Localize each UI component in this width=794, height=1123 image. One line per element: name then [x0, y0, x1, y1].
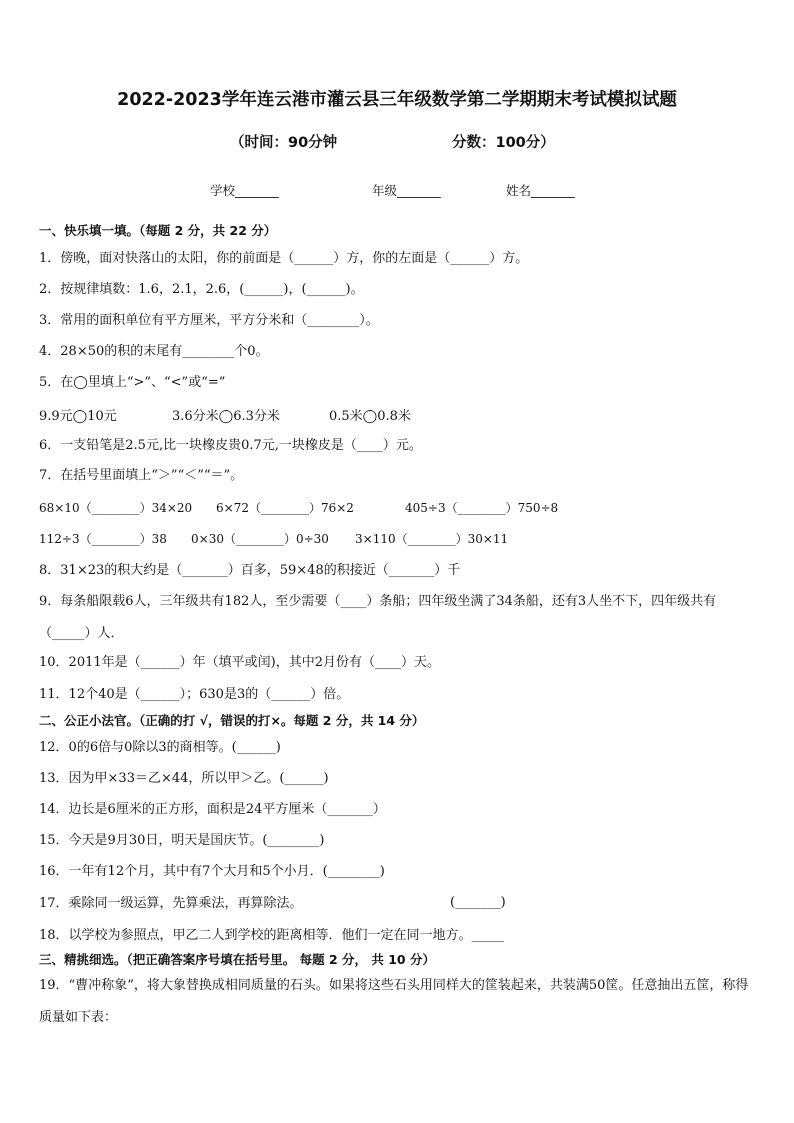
question-7: 7．在括号里面填上“＞”“＜”“＝”。 — [39, 468, 244, 483]
question-14: 14．边长是6厘米的正方形，面积是24平方厘米（_______） — [39, 802, 386, 817]
q7-cell: 405÷3（________）750÷8 — [405, 501, 559, 515]
name-field: 姓名_______ — [506, 183, 575, 198]
q7-cell: 68×10（________）34×20 — [39, 501, 193, 515]
section-header-1: 一、快乐填一填。（每题 2 分，共 22 分） — [39, 223, 277, 238]
q7-cell: 0×30（________）0÷30 — [191, 532, 329, 546]
page-title: 2022-2023学年连云港市灌云县三年级数学第二学期期末考试模拟试题 — [117, 90, 677, 110]
q7-cell: 6×72（________）76×2 — [216, 501, 354, 515]
grade-field: 年级_______ — [372, 183, 441, 198]
section-header-2: 二、公正小法官。（正确的打 √，错误的打×。每题 2 分，共 14 分） — [39, 713, 425, 728]
question-17: 17．乘除同一级运算，先算乘法，再算除法。 — [39, 896, 303, 911]
question-15: 15．今天是9月30日，明天是国庆节。(________) — [39, 833, 325, 848]
question-16: 16．一年有12个月，其中有7个大月和5个小月．(________) — [39, 864, 385, 879]
question-3: 3．常用的面积单位有平方厘米，平方分米和（________）。 — [39, 313, 379, 328]
question-9: 9．每条船限载6人，三年级共有182人，至少需要（____）条船；四年级坐满了34条船，还有3人坐不下，四年级共有（_____）人． — [39, 594, 717, 641]
exam-score: 分数：100分） — [452, 135, 555, 151]
q7-cell: 3×110（________）30×11 — [355, 532, 509, 546]
q7-cell: 112÷3（________）38 — [39, 532, 167, 546]
q5-item-c: 0.5米◯0.8米 — [329, 409, 411, 424]
section-header-3: 三、精挑细选。（把正确答案序号填在括号里。 每题 2 分， 共 10 分） — [39, 952, 435, 967]
question-6: 6．一支铅笔是2.5元,比一块橡皮贵0.7元,一块橡皮是（____）元。 — [39, 438, 422, 453]
question-10: 10．2011年是（______）年（填平或闰)，其中2月份有（____）天。 — [39, 655, 440, 670]
question-8: 8．31×23的积大约是（_______）百多，59×48的积接近（_______）千 — [39, 563, 461, 578]
question-1: 1．傍晚，面对快落山的太阳，你的前面是（______）方，你的左面是（______）方。 — [39, 251, 529, 266]
q5-item-b: 3.6分米◯6.3分米 — [172, 409, 280, 424]
question-2: 2．按规律填数：1.6，2.1，2.6，(______)，(______)。 — [39, 282, 364, 297]
question-5: 5．在◯里填上“>”、“<”或“=” — [39, 375, 226, 390]
question-12: 12．0的6倍与0除以3的商相等。(______) — [39, 740, 281, 755]
school-field: 学校_______ — [210, 183, 279, 198]
question-18: 18．以学校为参照点，甲乙二人到学校的距离相等．他们一定在同一地方。_____ — [39, 928, 505, 943]
q5-item-a: 9.9元◯10元 — [39, 409, 117, 424]
question-17-answer: (_______) — [450, 895, 506, 910]
exam-time: （时间：90分钟 — [230, 135, 338, 151]
question-11: 11．12个40是（______）；630是3的（______）倍。 — [39, 687, 350, 702]
question-19: 19．“曹冲称象”，将大象替换成相同质量的石头。如果将这些石头用同样大的筐装起来，共装满50筐。任意抽出五筐，称得质量如下表： — [39, 978, 749, 1025]
question-13: 13．因为甲×33＝乙×44，所以甲＞乙。(______) — [39, 771, 329, 786]
question-4: 4．28×50的积的末尾有________个0。 — [39, 344, 269, 359]
